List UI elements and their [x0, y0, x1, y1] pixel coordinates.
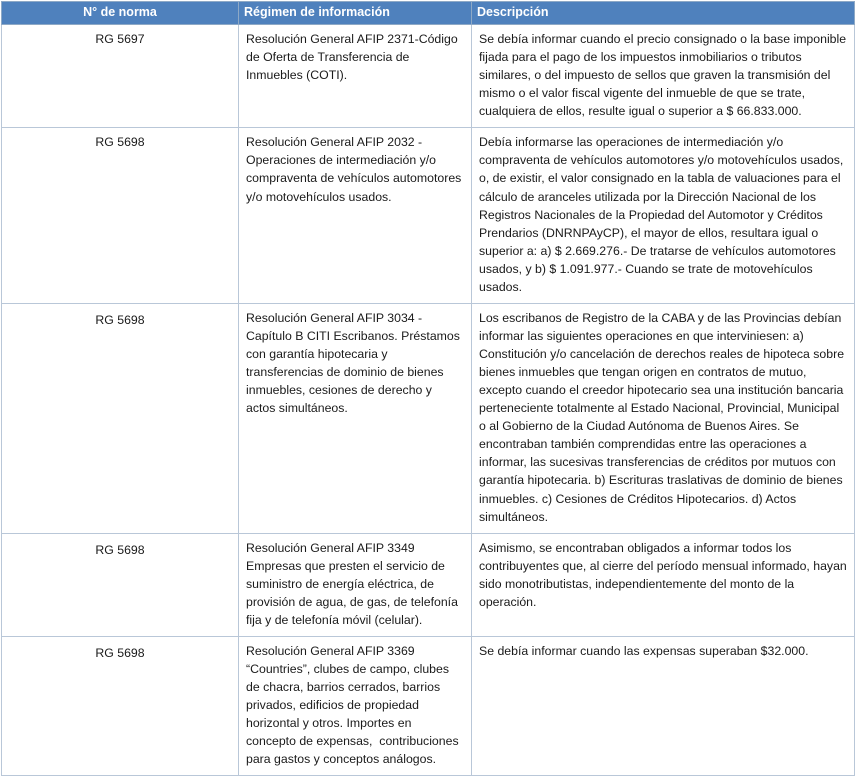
- cell-descripcion: [472, 636, 855, 775]
- regimen-text: Resolución General AFIP 3034 -Capítulo B CITI Escribanos. Préstamos con garantía hipotecaria y transferencias de dominio de bienes inmuebles, cesiones de derecho y actos simultáneos.: [246, 310, 464, 416]
- table-row: [2, 128, 855, 304]
- cell-regimen: [239, 533, 472, 636]
- descripcion-text: Se debía informar cuando el precio consignado o la base imponible fijada para el pago de los impuestos inmobiliarios o tributos similares, o del impuesto de sellos que graven la transmisión del mismo o el valor fiscal vigente del inmueble de que se trate, cualquiera de ellos, resulte igual o superior a $ 66.833.000.: [479, 32, 850, 119]
- descripcion-text: Se debía informar cuando las expensas superaban $32.000.: [479, 643, 809, 658]
- table-row: [2, 636, 855, 775]
- column-header-descripcion: Descripción: [472, 2, 855, 25]
- cell-norma: [2, 303, 239, 533]
- table-row: [2, 25, 855, 128]
- regimen-text: Resolución General AFIP 2371-Código de Oferta de Transferencia de Inmuebles (COTI).: [246, 32, 462, 83]
- norma-text: RG 5698: [95, 645, 145, 660]
- norma-text: RG 5698: [95, 312, 145, 327]
- norma-text: RG 5697: [95, 32, 145, 46]
- cell-descripcion: [472, 25, 855, 128]
- table-row: [2, 533, 855, 636]
- table-header: [2, 2, 855, 25]
- cell-descripcion: [472, 128, 855, 304]
- document-page: [0, 1, 855, 767]
- cell-norma: [2, 128, 239, 304]
- column-header-norma: N° de norma: [2, 2, 239, 25]
- cell-regimen: [239, 303, 472, 533]
- cell-norma: [2, 25, 239, 128]
- norma-text: RG 5698: [95, 542, 145, 557]
- cell-regimen: [239, 25, 472, 128]
- cell-descripcion: [472, 533, 855, 636]
- regimen-text: Resolución General AFIP 2032 - Operaciones de intermediación y/o compraventa de vehículos automotores y/o motovehículos usados.: [246, 135, 465, 204]
- regimen-text: Resolución General AFIP 3349 Empresas que presten el servicio de suministro de energía eléctrica, de provisión de agua, de gas, de telefonía fija y de telefonía móvil (celular).: [246, 540, 462, 627]
- descripcion-text: Los escribanos de Registro de la CABA y de las Provincias debían informar las siguientes operaciones en que interviniesen: a) Constitución y/o cancelación de derechos reales de hipoteca sobre bienes inmuebles que tengan origen en contratos de mutuo, excepto cuando el creedor hipotecario sea una institución bancaria perteneciente totalmente al Estado Nacional, Provincial, Municipal o al Gobierno de la Ciudad Autónoma de Buenos Aires. Se encontraban también comprendidas entre las operaciones a informar, las sucesivas transferencias de créditos por mutuos con garantía hipotecaria. b) Escrituras traslativas de dominio de bienes inmuebles. c) Cesiones de Créditos Hipotecarios. d) Actos simultáneos.: [479, 310, 848, 524]
- cell-norma: [2, 533, 239, 636]
- norma-text: RG 5698: [95, 135, 145, 150]
- table-header-row: [2, 2, 855, 25]
- regimes-table: [1, 1, 855, 776]
- regimen-text: Resolución General AFIP 3369 “Countries”, clubes de campo, clubes de chacra, barrios cerrados, barrios privados, edificios de propiedad horizontal y otros. Importes en concepto de expensas, contribuciones para gastos y conceptos análogos.: [246, 643, 463, 767]
- descripcion-text: Debía informarse las operaciones de intermediación y/o compraventa de vehículos automotores y/o motovehículos usados, o, de existir, el valor consignado en la tabla de valuaciones para el cálculo de aranceles utilizada por la Dirección Nacional de los Registros Nacionales de la Propiedad del Automotor y Créditos Prendarios (DNRNPAyCP), el mayor de ellos, resultara igual o superior a: a) $ 2.669.276.- De tratarse de vehículos automotores usados, y b) $ 1.091.977.- Cuando se trate de motovehículos usados.: [479, 135, 847, 294]
- column-header-regimen: Régimen de información: [239, 2, 472, 25]
- descripcion-text: Asimismo, se encontraban obligados a informar todos los contribuyentes que, al cierre del período mensual informado, hayan sido monotributistas, independientemente del monto de la operación.: [479, 540, 851, 609]
- table-body: [2, 25, 855, 776]
- table-row: [2, 303, 855, 533]
- cell-descripcion: [472, 303, 855, 533]
- cell-regimen: [239, 128, 472, 304]
- cell-norma: [2, 636, 239, 775]
- cell-regimen: [239, 636, 472, 775]
